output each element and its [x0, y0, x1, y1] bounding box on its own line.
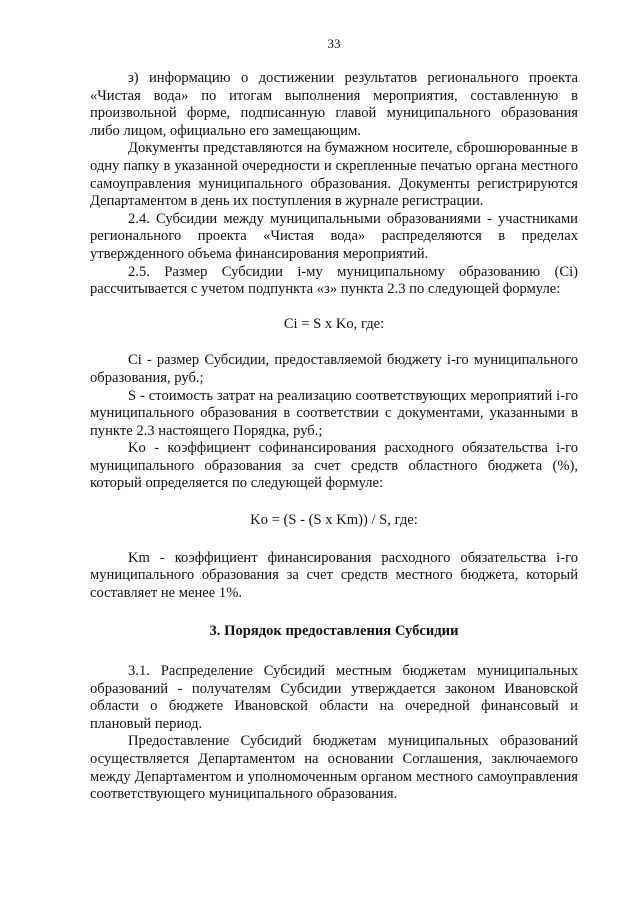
- paragraph-2-4: 2.4. Субсидии между муниципальными образованиями - участниками регионального проекта «Чистая вода» распределяются в пределах утвержденного объема финансирования мероприятий.: [90, 210, 578, 262]
- paragraph-provision: Предоставление Субсидий бюджетам муниципальных образований осуществляется Департаментом на основании Соглашения, заключаемого между Департаментом и уполномоченным органом местного самоуправления соответствующего муниципального образования.: [90, 733, 578, 803]
- definition-km: Km - коэффициент финансирования расходного обязательства i-го муниципального образования за счет средств местного бюджета, который составляет не менее 1%.: [90, 549, 578, 601]
- section-title: 3. Порядок предоставления Субсидии: [209, 623, 459, 640]
- definition-ko: Ko - коэффициент софинансирования расходного обязательства i-го муниципального образования за счет средств областного бюджета (%), который определяется по следующей формуле:: [90, 440, 578, 492]
- definition-s: S - стоимость затрат на реализацию соответствующих мероприятий i-го муниципального образования в соответствии с документами, указанными в пункте 2.3 настоящего Порядка, руб.;: [90, 387, 578, 439]
- paragraph-item-z: з) информацию о достижении результатов регионального проекта «Чистая вода» по итогам выполнения мероприятия, составленную в произвольной форме, подписанную главой муниципального образования либо лицом, официально его замещающим.: [90, 70, 578, 139]
- paragraph-documents: Документы представляются на бумажном носителе, сброшюрованные в одну папку в указанной очередности и скрепленные печатью органа местного самоуправления муниципального образования. Документы регистрируются Департаментом в день их поступления в журнале регистрации.: [90, 140, 578, 210]
- paragraph-3-1: 3.1. Распределение Субсидий местным бюджетам муниципальных образований - получателям Субсидии утверждается законом Ивановской области о бюджете Ивановской области на очередной финансовый и плановый период.: [90, 663, 578, 732]
- formula-ci: Ci = S x Ko, где:: [283, 315, 385, 332]
- paragraph-2-5: 2.5. Размер Субсидии i-му муниципальному образованию (Ci) рассчитывается с учетом подпункта «з» пункта 2.3 по следующей формуле:: [90, 263, 578, 298]
- document-body: [90, 70, 578, 804]
- page-number: 33: [327, 36, 341, 51]
- formula-ko: Ko = (S - (S x Km)) / S, где:: [250, 512, 418, 529]
- definition-ci: Ci - размер Субсидии, предоставляемой бюджету i-го муниципального образования, руб.;: [90, 352, 578, 386]
